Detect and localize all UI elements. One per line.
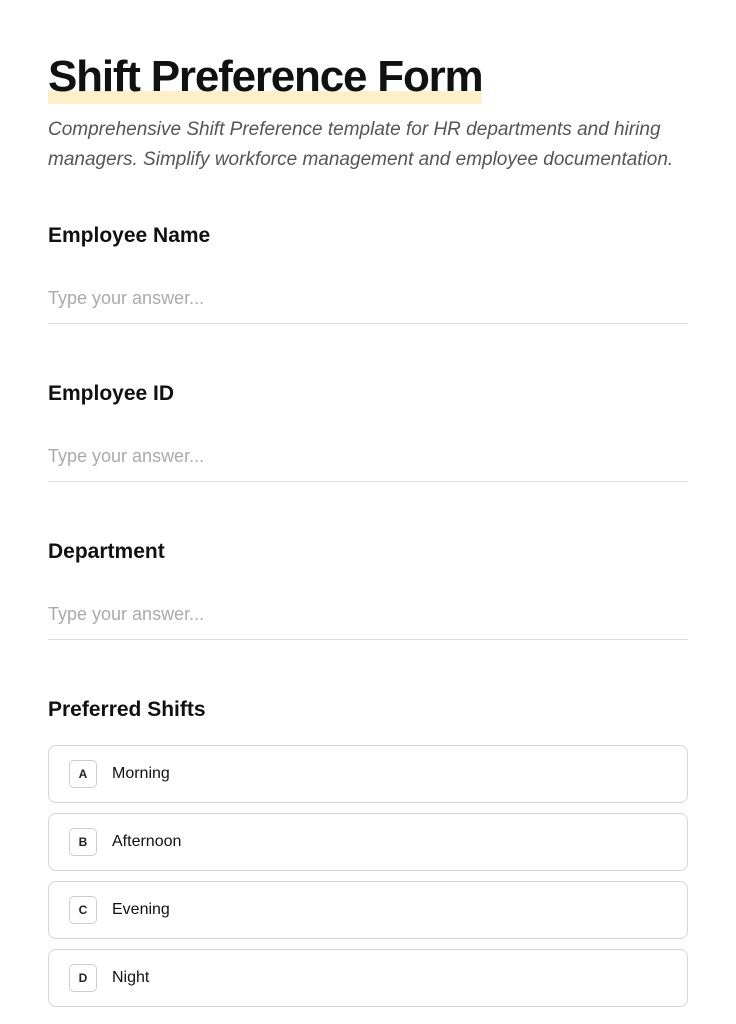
option-key-badge: A	[69, 760, 97, 788]
option-evening[interactable]	[48, 881, 688, 939]
shift-options	[48, 745, 688, 1007]
question-employee-name	[48, 223, 688, 324]
question-department	[48, 539, 688, 640]
option-label: Afternoon	[112, 833, 182, 850]
question-label: Employee Name	[48, 224, 211, 247]
option-afternoon[interactable]	[48, 813, 688, 871]
option-night[interactable]	[48, 949, 688, 1007]
question-employee-id	[48, 381, 688, 482]
option-label: Night	[112, 969, 150, 986]
option-key-badge: C	[69, 896, 97, 924]
option-label: Evening	[112, 901, 170, 918]
question-preferred-shifts	[48, 697, 688, 1007]
employee-name-input[interactable]: Type your answer...	[48, 249, 688, 324]
question-label: Department	[48, 540, 165, 563]
page-title-text: Shift Preference Form	[48, 52, 482, 104]
question-label: Employee ID	[48, 382, 175, 405]
employee-id-input[interactable]: Type your answer...	[48, 407, 688, 482]
option-key-badge: D	[69, 964, 97, 992]
option-key-badge: B	[69, 828, 97, 856]
page-title	[48, 52, 688, 102]
option-morning[interactable]	[48, 745, 688, 803]
form-description: Comprehensive Shift Preference template for HR departments and hiring managers. Simplify workforce management and employee documentation.	[48, 119, 674, 170]
option-label: Morning	[112, 765, 170, 782]
question-label: Preferred Shifts	[48, 698, 206, 721]
department-input[interactable]: Type your answer...	[48, 565, 688, 640]
